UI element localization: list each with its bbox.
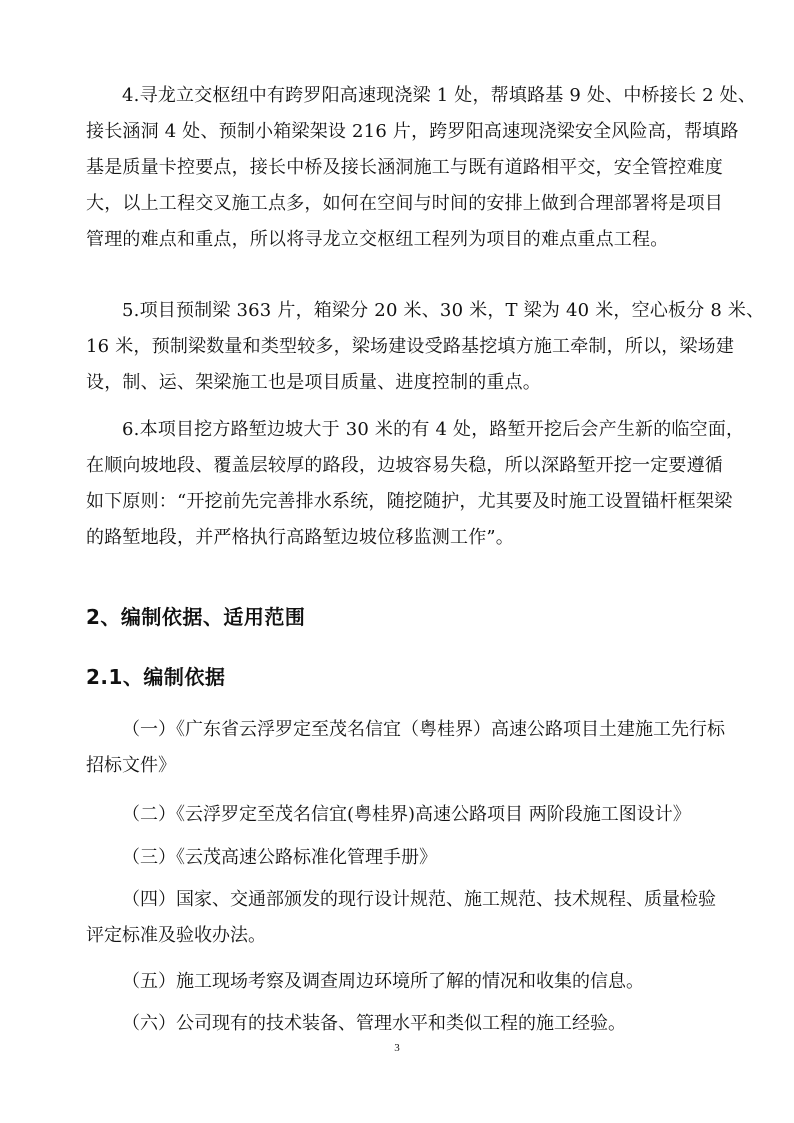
reference-item: [86, 712, 770, 784]
paragraph-line: 在顺向坡地段、覆盖层较厚的路段，边坡容易失稳，所以深路堑开挖一定要遵循: [86, 455, 723, 476]
reference-line: 评定标准及验收办法。: [86, 925, 266, 946]
paragraph-line: 管理的难点和重点，所以将寻龙立交枢纽工程列为项目的难点重点工程。: [86, 229, 669, 250]
reference-item: [86, 797, 770, 833]
reference-item: [86, 1006, 770, 1042]
reference-line: （二）《云浮罗定至茂名信宜(粤桂界)高速公路项目 两阶段施工图设计》: [122, 804, 691, 825]
paragraph-line: 接长涵洞 4 处、预制小箱梁架设 216 片，跨罗阳高速现浇梁安全风险高，帮填路: [86, 121, 739, 142]
reference-line: 招标文件》: [86, 755, 176, 776]
paragraph-line: 如下原则：“开挖前先完善排水系统，随挖随护，尤其要及时施工设置锚杆框架梁: [86, 491, 733, 512]
paragraph-5: [86, 293, 770, 401]
page-number: 3: [394, 1042, 400, 1054]
reference-item: [86, 964, 770, 1000]
paragraph-line: 16 米，预制梁数量和类型较多，梁场建设受路基挖填方施工牵制，所以，梁场建: [86, 336, 735, 357]
reference-line: （六）公司现有的技术装备、管理水平和类似工程的施工经验。: [122, 1013, 626, 1034]
section-heading: 2、编制依据、适用范围: [86, 605, 306, 629]
reference-line: （三）《云茂高速公路标准化管理手册》: [122, 847, 437, 868]
paragraph-line: 4.寻龙立交枢纽中有跨罗阳高速现浇梁 1 处，帮填路基 9 处、中桥接长 2 处、: [122, 85, 757, 106]
paragraph-line: 基是质量卡控要点，接长中桥及接长涵洞施工与既有道路相平交，安全管控难度: [86, 157, 723, 178]
paragraph-line: 大，以上工程交叉施工点多，如何在空间与时间的安排上做到合理部署将是项目: [86, 193, 723, 214]
reference-line: （四）国家、交通部颁发的现行设计规范、施工规范、技术规程、质量检验: [122, 889, 716, 910]
paragraph-line: 5.项目预制梁 363 片，箱梁分 20 米、30 米，T 梁为 40 米，空心板分 8 米、: [122, 300, 765, 321]
reference-line: （五）施工现场考察及调查周边环境所了解的情况和收集的信息。: [122, 971, 644, 992]
subsection-heading: 2.1、编制依据: [86, 665, 226, 689]
reference-item: [86, 840, 770, 876]
paragraph-line: 的路堑地段，并严格执行高路堑边坡位移监测工作”。: [86, 527, 514, 548]
reference-line: （一）《广东省云浮罗定至茂名信宜（粤桂界）高速公路项目土建施工先行标: [122, 719, 725, 740]
reference-item: [86, 882, 770, 954]
paragraph-4: [86, 78, 770, 258]
paragraph-6: [86, 412, 770, 556]
paragraph-line: 设，制、运、架梁施工也是项目质量、进度控制的重点。: [86, 372, 541, 393]
paragraph-line: 6.本项目挖方路堑边坡大于 30 米的有 4 处，路堑开挖后会产生新的临空面，: [122, 419, 745, 440]
